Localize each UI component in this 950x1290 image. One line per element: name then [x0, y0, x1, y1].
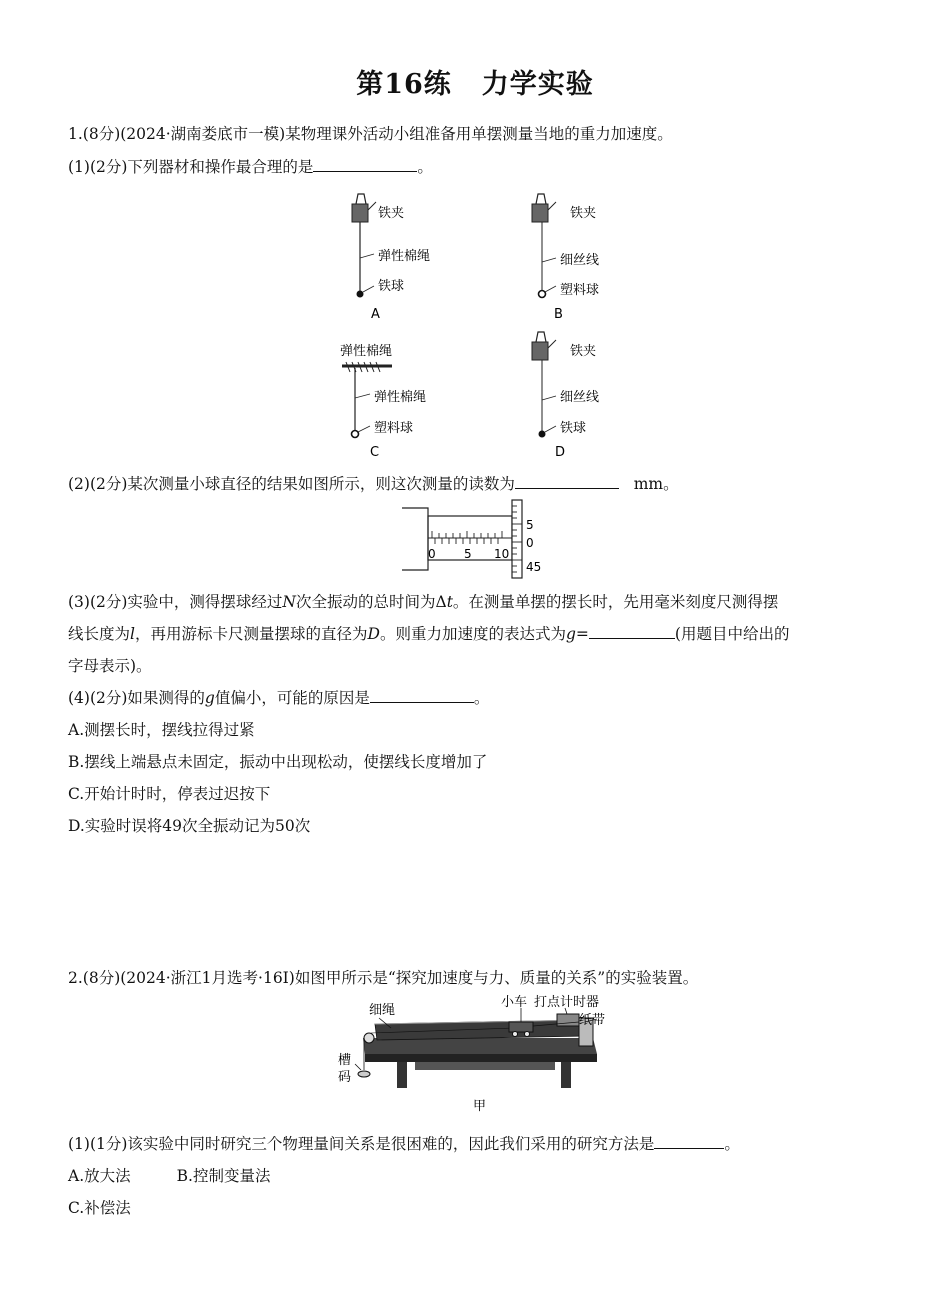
q1-part3-line1: (3)(2分)实验中，测得摆球经过N次全振动的总时间为Δt。在测量单摆的摆长时，先用毫米刻度尺测得摆 — [68, 593, 779, 611]
page-title: 第16练 力学实验 — [356, 69, 594, 100]
option-b-letter: B — [554, 307, 563, 322]
option-a-figure — [352, 194, 430, 322]
q1-part1: (1)(2分)下列器材和操作最合理的是 。 — [68, 155, 433, 177]
q2-option-a: A.放大法 — [68, 1167, 131, 1185]
answer-blank[interactable] — [589, 622, 675, 639]
label-cart: 小车 — [501, 995, 528, 1010]
label-string: 细丝线 — [560, 253, 600, 268]
label-weight: 槽 — [338, 1053, 352, 1068]
label-weight: 码 — [338, 1070, 352, 1085]
apparatus-figure — [335, 992, 625, 1116]
micrometer-figure — [400, 498, 550, 580]
q2-options-row — [68, 1164, 270, 1186]
label-rope: 细绳 — [369, 1003, 396, 1018]
option-c-letter: C — [370, 445, 380, 460]
thimble-label-45: 45 — [526, 560, 542, 574]
label-string: 弹性棉绳 — [340, 344, 393, 359]
option-b-figure — [532, 194, 599, 322]
label-tape: 纸带 — [579, 1013, 606, 1028]
label-string: 弹性棉绳 — [378, 249, 431, 264]
answer-blank[interactable] — [654, 1132, 724, 1149]
q1-part4: (4)(2分)如果测得的g值偏小，可能的原因是 。 — [68, 686, 489, 708]
label-string: 细丝线 — [560, 390, 600, 405]
thimble-label-5: 5 — [526, 518, 534, 532]
sleeve-label-10: 10 — [494, 547, 510, 561]
option-a-letter: A — [371, 307, 380, 322]
q1-option-a: A.测摆长时，摆线拉得过紧 — [68, 721, 255, 739]
label-iron-clamp: 铁夹 — [378, 206, 405, 221]
q1-option-d: D.实验时误将49次全振动记为50次 — [68, 817, 311, 835]
q1-option-b: B.摆线上端悬点未固定，振动中出现松动，使摆线长度增加了 — [68, 753, 488, 771]
label-iron-clamp: 铁夹 — [570, 344, 597, 359]
label-ball: 铁球 — [378, 279, 405, 294]
q1-stem: 1.(8分)(2024·湖南娄底市一模)某物理课外活动小组准备用单摆测量当地的重力加速度。 — [68, 125, 673, 143]
sleeve-label-0: 0 — [428, 547, 436, 561]
q2-stem: 2.(8分)(2024·浙江1月选考·16Ⅰ)如图甲所示是“探究加速度与力、质量的关系”的实验装置。 — [68, 969, 699, 987]
figure-caption: 甲 — [473, 1099, 487, 1114]
q2-option-c: C.补偿法 — [68, 1199, 131, 1217]
label-ball: 铁球 — [560, 421, 587, 436]
option-d-figure — [532, 332, 599, 460]
q2-option-b: B.控制变量法 — [176, 1167, 271, 1185]
q2-part1: (1)(1分)该实验中同时研究三个物理量间关系是很困难的，因此我们采用的研究方法是 。 — [68, 1132, 740, 1154]
option-d-letter: D — [555, 445, 566, 460]
q1-part2: (2)(2分)某次测量小球直径的结果如图所示，则这次测量的读数为 mm。 — [68, 472, 679, 494]
answer-blank[interactable] — [370, 686, 474, 703]
sleeve-label-5: 5 — [464, 547, 472, 561]
label-iron-clamp: 铁夹 — [570, 206, 597, 221]
answer-blank[interactable] — [515, 472, 619, 489]
q1-part3-line3: 字母表示)。 — [68, 657, 152, 675]
label-string: 弹性棉绳 — [374, 390, 427, 405]
label-ball: 塑料球 — [560, 283, 600, 298]
thimble-label-0: 0 — [526, 536, 534, 550]
label-timer: 打点计时器 — [534, 995, 600, 1010]
answer-blank[interactable] — [313, 155, 417, 172]
q1-option-c: C.开始计时时，停表过迟按下 — [68, 785, 271, 803]
option-c-figure — [340, 343, 426, 460]
label-ball: 塑料球 — [374, 421, 414, 436]
pendulum-options-figure — [330, 188, 630, 464]
q1-part3-line2: 线长度为l，再用游标卡尺测量摆球的直径为D。则重力加速度的表达式为g= (用题目中给出的 — [68, 622, 789, 644]
